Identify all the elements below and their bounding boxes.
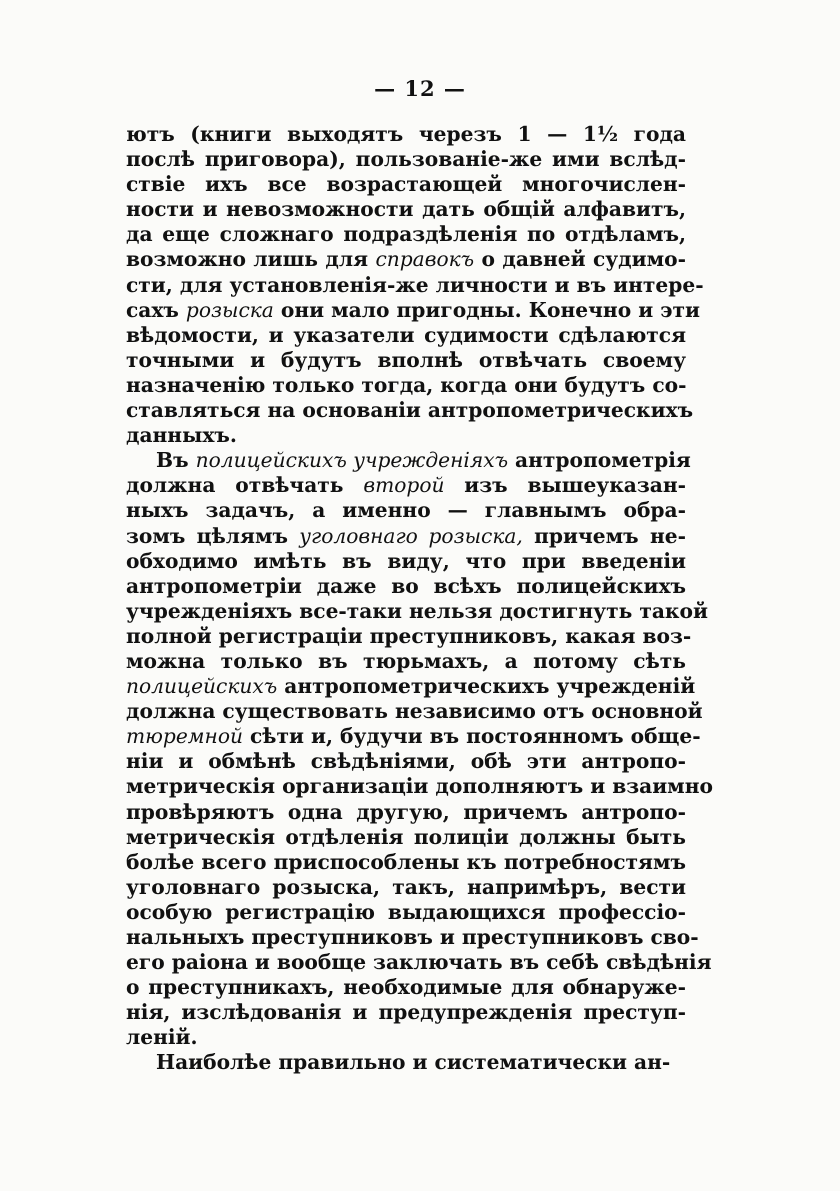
text-run: причемъ не-	[522, 523, 686, 548]
text-run: Въ	[156, 448, 196, 473]
paragraph-1	[126, 122, 704, 448]
text-run: учрежденіяхъ все-таки нельзя достигнуть такой	[126, 598, 708, 623]
italic-term: полицейскихъ	[126, 674, 278, 699]
text-run: изъ вышеуказан-	[444, 473, 686, 498]
text-run: назначенію только тогда, когда они будутъ со-	[126, 372, 687, 397]
text-run: ютъ (книги выходятъ черезъ 1 — 1½ года	[126, 122, 686, 146]
text-run: нія, изслѣдованія и предупрежденія преступ-	[126, 1000, 686, 1025]
text-run: возможно лишь для	[126, 247, 376, 272]
text-line	[126, 398, 694, 423]
text-line	[126, 1000, 686, 1025]
page-number: — 12 —	[374, 76, 466, 101]
text-run: леній.	[126, 1025, 198, 1050]
text-run: уголовнаго розыска, такъ, напримѣръ, вести	[126, 874, 686, 899]
text-line	[126, 1050, 686, 1075]
text-line	[126, 975, 686, 1000]
text-line	[126, 222, 686, 247]
text-line	[126, 825, 686, 850]
text-line	[126, 574, 686, 599]
text-run: провѣряютъ одна другую, причемъ антропо-	[126, 799, 686, 824]
text-run: ніи и обмѣнѣ свѣдѣніями, обѣ эти антропо-	[126, 749, 686, 774]
text-line	[126, 473, 686, 498]
text-line	[126, 749, 686, 774]
text-line	[126, 850, 686, 875]
text-line	[126, 649, 686, 674]
text-run: должна отвѣчать	[126, 473, 364, 498]
text-line	[126, 598, 708, 624]
text-run: о преступникахъ, необходимые для обнаруже-	[126, 975, 686, 1000]
text-line	[126, 674, 696, 699]
text-run: его раіона и вообще заключать въ себѣ свѣдѣнія	[126, 950, 712, 975]
text-run: сѣти и, будучи въ постоянномъ обще-	[242, 724, 701, 749]
text-run: зомъ цѣлямъ	[126, 523, 300, 548]
text-line	[126, 373, 686, 398]
text-line	[126, 272, 704, 298]
text-run: сахъ	[126, 297, 186, 322]
text-line	[126, 900, 686, 925]
text-line	[126, 297, 700, 323]
text-line	[126, 423, 686, 448]
text-line	[126, 950, 712, 975]
text-run: данныхъ.	[126, 423, 237, 448]
text-line	[126, 348, 686, 373]
text-line	[126, 699, 703, 724]
italic-term: розыска	[185, 297, 274, 322]
paragraph-3	[126, 1050, 686, 1075]
text-line	[126, 172, 686, 197]
italic-term: второй	[363, 473, 445, 498]
text-line	[126, 122, 686, 147]
text-line	[126, 875, 686, 900]
text-run: должна существовать независимо отъ основной	[126, 699, 703, 724]
text-line	[126, 448, 691, 473]
text-line	[126, 498, 686, 523]
text-run: особую регистрацію выдающихся профессіо-	[126, 899, 686, 924]
text-line	[126, 549, 686, 574]
text-run: обходимо имѣть въ виду, что при введеніи	[126, 548, 686, 573]
text-run: антропометрія	[508, 448, 691, 473]
text-run: антропометрическихъ учрежденій	[277, 674, 696, 699]
text-line	[126, 147, 686, 172]
text-run: вѣдомости, и указатели судимости сдѣлаются	[126, 322, 686, 347]
text-line	[126, 774, 713, 799]
text-run: полной регистраціи преступниковъ, какая воз-	[126, 623, 692, 648]
text-run: ныхъ задачъ, а именно — главнымъ обра-	[126, 498, 686, 523]
body-text	[126, 122, 713, 1076]
text-run: ставляться на основаніи антропометрическихъ	[126, 398, 694, 423]
text-run: метрическія организаціи дополняютъ и взаимно	[126, 774, 713, 799]
text-run: болѣе всего приспособлены къ потребностямъ	[126, 849, 686, 874]
text-line	[126, 524, 686, 549]
text-run: да еще сложнаго подраздѣленія по отдѣламъ,	[126, 222, 686, 247]
text-line	[126, 623, 692, 649]
text-line	[126, 800, 686, 825]
text-run: ности и невозможности дать общій алфавитъ,	[126, 197, 686, 222]
text-line	[126, 925, 699, 950]
text-run: сти, для установленія-же личности и въ интере-	[126, 272, 704, 297]
italic-term: справокъ	[375, 247, 475, 272]
text-line	[126, 247, 686, 272]
text-run: Наиболѣе правильно и систематически ан-	[156, 1050, 671, 1075]
paragraph-2	[126, 448, 713, 1050]
text-line	[126, 724, 701, 749]
text-run: они мало пригодны. Конечно и эти	[273, 297, 700, 322]
text-run: нальныхъ преступниковъ и преступниковъ сво-	[126, 925, 699, 949]
italic-term: уголовнаго розыска,	[299, 523, 523, 548]
text-run: метрическія отдѣленія полиціи должны быть	[126, 824, 686, 849]
text-run: послѣ приговора), пользованіе-же ими вслѣд-	[126, 147, 686, 172]
italic-term: полицейскихъ учрежденіяхъ	[195, 448, 509, 473]
text-line	[126, 1025, 686, 1050]
text-line	[126, 197, 686, 222]
text-run: антропометріи даже во всѣхъ полицейскихъ	[126, 573, 686, 598]
text-run: точными и будутъ вполнѣ отвѣчать своему	[126, 347, 686, 372]
text-line	[126, 323, 686, 348]
text-run: о давней судимо-	[474, 247, 686, 272]
text-run: ствіе ихъ все возрастающей многочислен-	[126, 172, 686, 197]
italic-term: тюремной	[126, 724, 243, 749]
text-run: можна только въ тюрьмахъ, а потому сѣть	[126, 648, 686, 673]
